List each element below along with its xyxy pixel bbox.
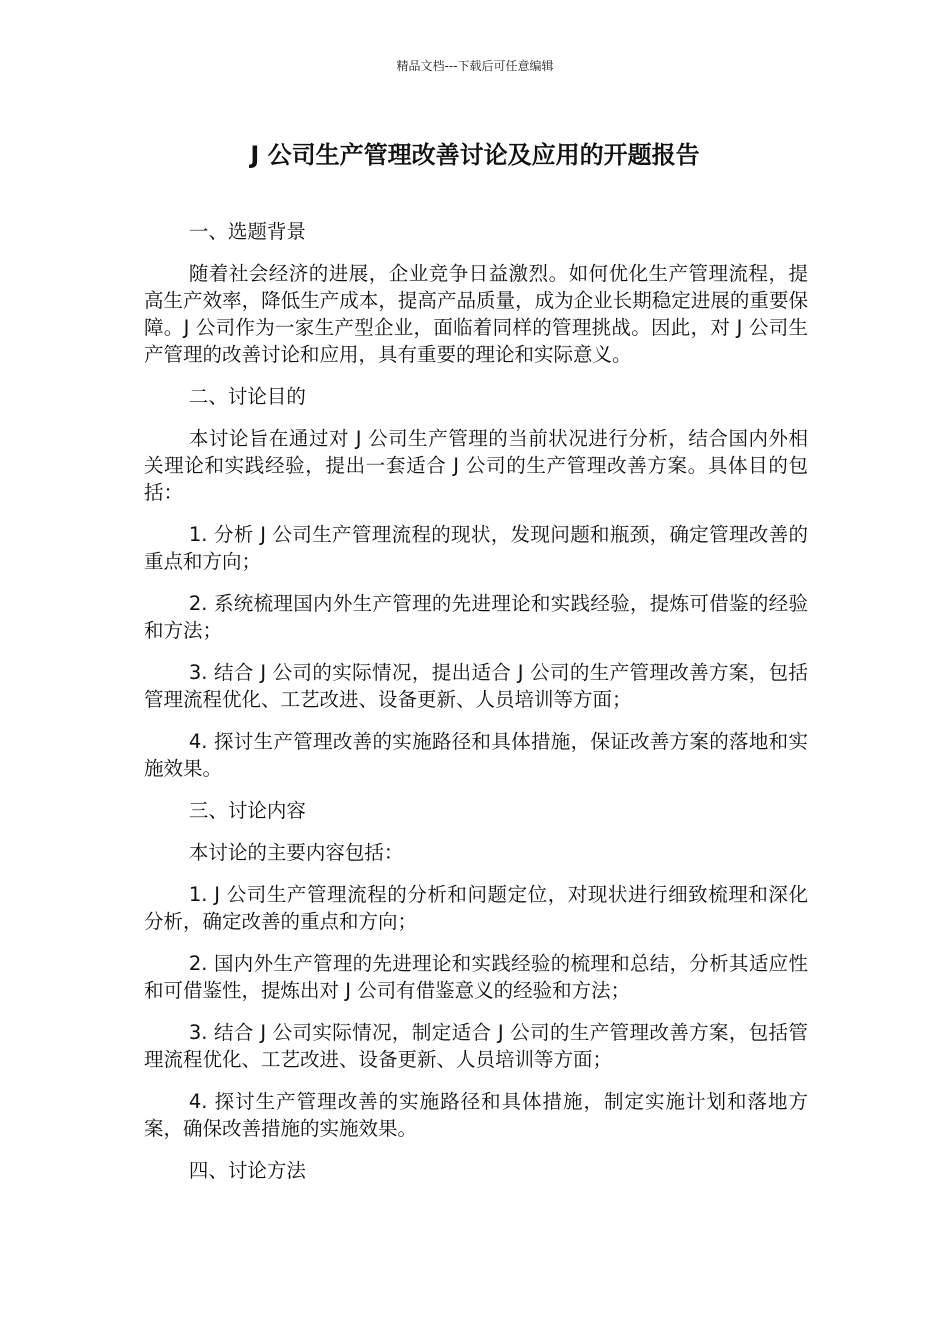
content-item: 1. J 公司生产管理流程的分析和问题定位，对现状进行细致梳理和深化分析，确定改善的重点和方向； <box>144 883 808 933</box>
section-heading-background: 一、选题背景 <box>188 220 306 243</box>
objective-item: 2. 系统梳理国内外生产管理的先进理论和实践经验，提炼可借鉴的经验和方法； <box>144 592 808 642</box>
page-header: 精品文档---下载后可任意编辑 <box>396 59 554 73</box>
document-title: J 公司生产管理改善讨论及应用的开题报告 <box>250 141 700 169</box>
content-intro: 本讨论的主要内容包括： <box>188 841 404 864</box>
content-item: 3. 结合 J 公司实际情况，制定适合 J 公司的生产管理改善方案，包括管理流程优化、工艺改进、设备更新、人员培训等方面； <box>144 1021 808 1071</box>
document-body <box>144 218 808 1199</box>
objectives-intro: 本讨论旨在通过对 J 公司生产管理的当前状况进行分析，结合国内外相关理论和实践经验，提出一套适合 J 公司的生产管理改善方案。具体目的包括： <box>144 427 808 504</box>
section-heading-objectives: 二、讨论目的 <box>188 385 306 408</box>
content-item: 4. 探讨生产管理改善的实施路径和具体措施，制定实施计划和落地方案，确保改善措施的实施效果。 <box>144 1090 808 1140</box>
objective-item: 3. 结合 J 公司的实际情况，提出适合 J 公司的生产管理改善方案，包括管理流程优化、工艺改进、设备更新、人员培训等方面； <box>144 661 808 711</box>
background-paragraph: 随着社会经济的进展，企业竞争日益激烈。如何优化生产管理流程，提高生产效率，降低生产成本，提高产品质量，成为企业长期稳定进展的重要保障。J 公司作为一家生产型企业，面临着同样的管理挑战。因此，对 J 公司生产管理的改善讨论和应用，具有重要的理论和实际意义。 <box>144 262 808 366</box>
content-item: 2. 国内外生产管理的先进理论和实践经验的梳理和总结，分析其适应性和可借鉴性，提炼出对 J 公司有借鉴意义的经验和方法； <box>144 952 808 1002</box>
objective-item: 4. 探讨生产管理改善的实施路径和具体措施，保证改善方案的落地和实施效果。 <box>144 730 808 780</box>
section-heading-content: 三、讨论内容 <box>188 799 306 822</box>
section-heading-methods: 四、讨论方法 <box>188 1159 306 1182</box>
objective-item: 1. 分析 J 公司生产管理流程的现状，发现问题和瓶颈，确定管理改善的重点和方向； <box>144 523 808 573</box>
